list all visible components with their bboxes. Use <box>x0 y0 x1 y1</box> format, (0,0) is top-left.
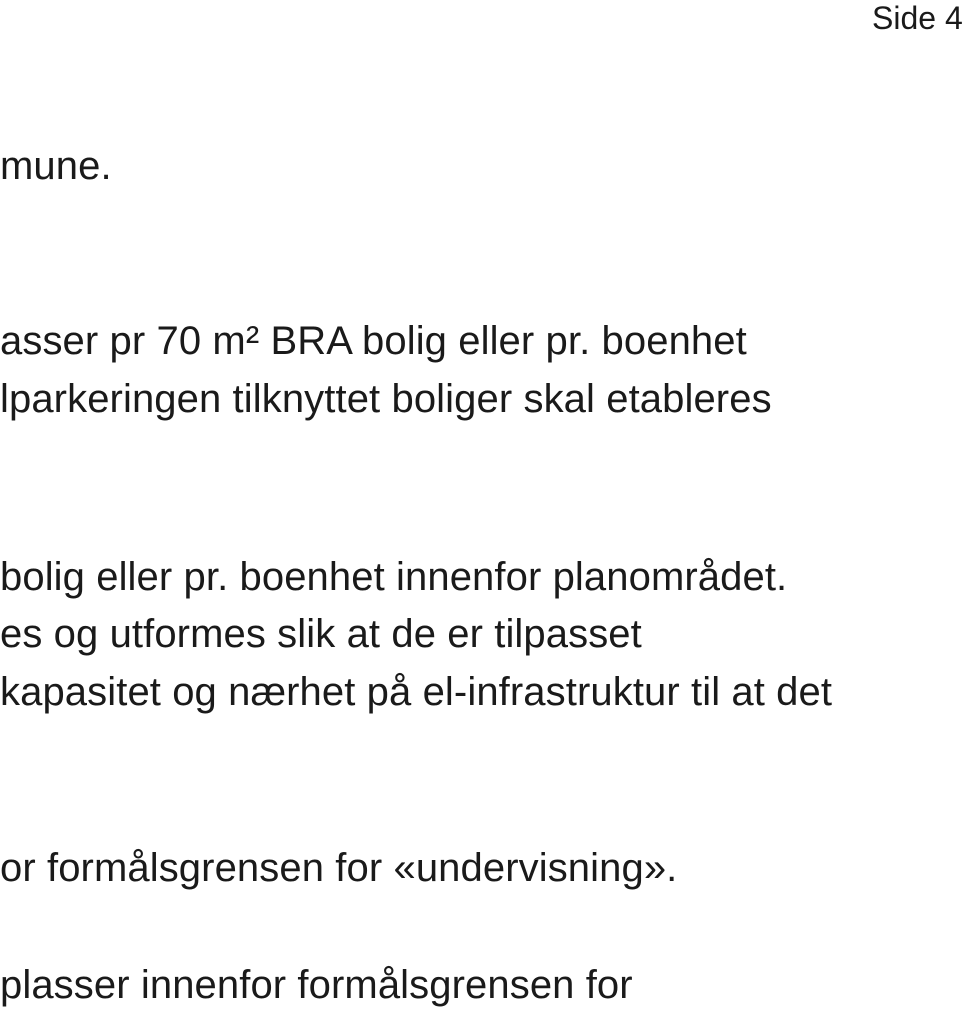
text-line: es og utformes slik at de er tilpasset <box>0 612 642 656</box>
text-line: mune. <box>0 144 112 188</box>
page-number: Side 4 <box>872 0 963 36</box>
text-line: or formålsgrensen for «undervisning». <box>0 846 678 890</box>
text-line: asser pr 70 m² BRA bolig eller pr. boenhet <box>0 319 747 363</box>
text-line: kapasitet og nærhet på el-infrastruktur til at det <box>0 670 833 714</box>
text-line: plasser innenfor formålsgrensen for <box>0 963 633 1007</box>
text-line: lparkeringen tilknyttet boliger skal etableres <box>0 377 772 421</box>
text-line: bolig eller pr. boenhet innenfor planområdet. <box>0 555 788 599</box>
